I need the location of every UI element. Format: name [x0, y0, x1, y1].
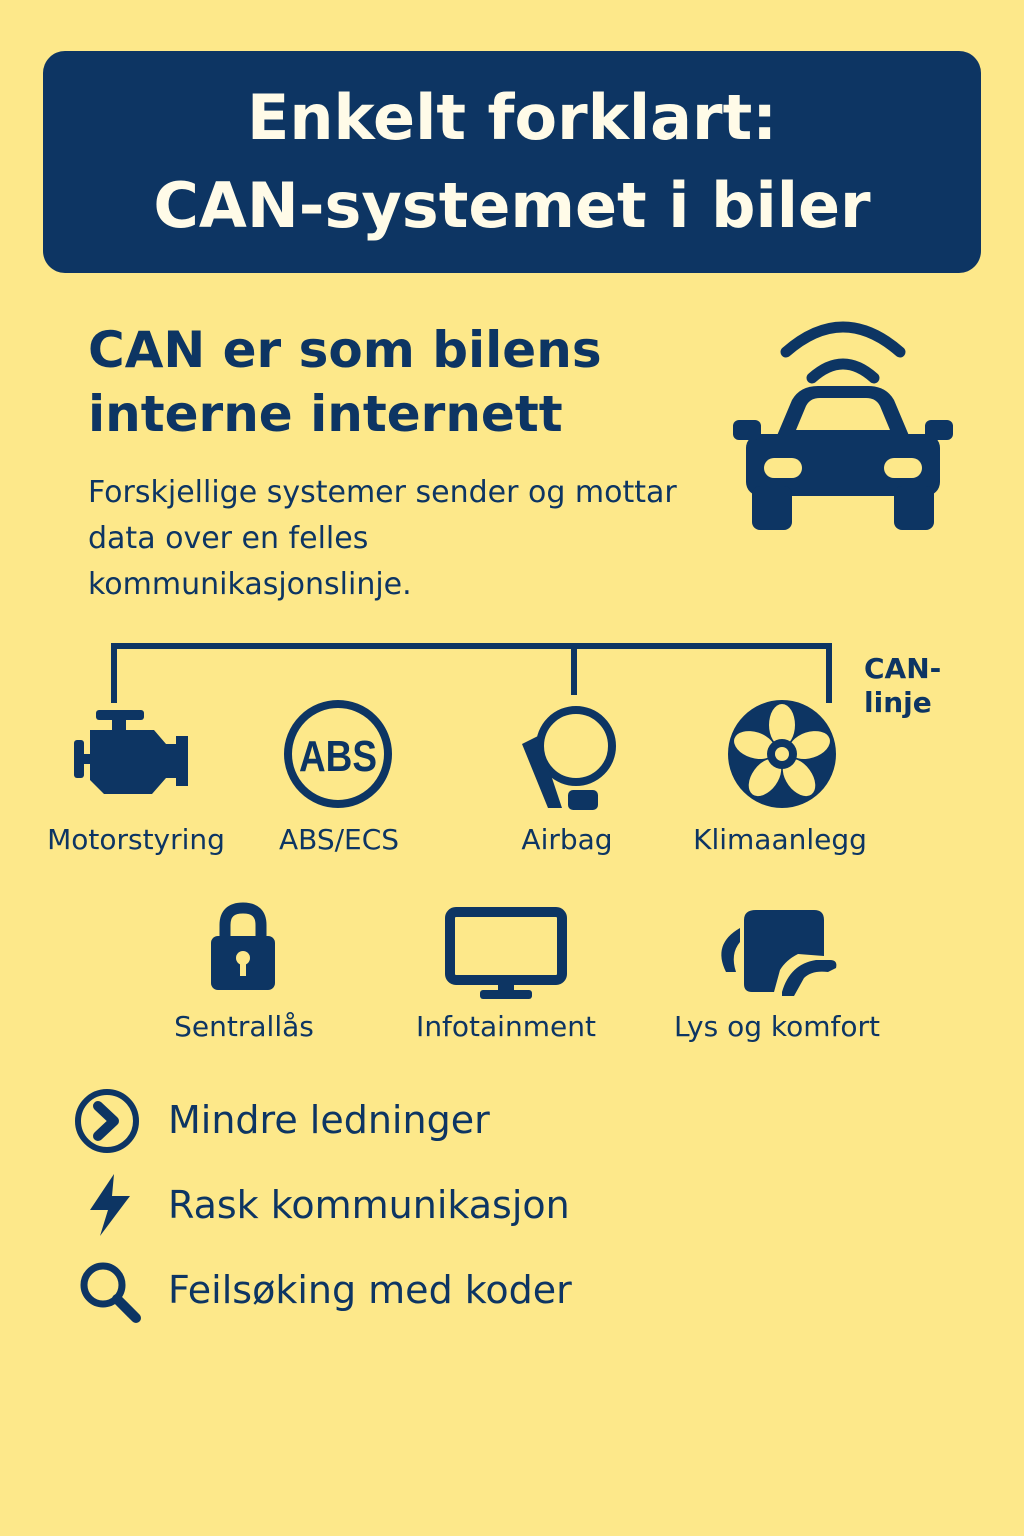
title-banner [43, 51, 981, 273]
svg-text:ABS: ABS [299, 732, 377, 781]
search-icon [78, 1260, 142, 1324]
component-label-abs: ABS/ECS [278, 823, 400, 856]
lightning-icon [88, 1174, 132, 1236]
can-bus-label [864, 652, 941, 720]
benefit-fewer-wires: Mindre ledninger [168, 1098, 490, 1142]
component-label-engine: Motorstyring [47, 823, 225, 856]
title-line-1: Enkelt forklart: [246, 81, 778, 154]
airbag-icon [518, 702, 616, 812]
benefit-fault-codes: Feilsøking med koder [168, 1268, 572, 1312]
seat-icon [712, 908, 840, 1000]
connected-car-icon [728, 310, 958, 535]
monitor-icon [444, 906, 568, 1002]
engine-icon [74, 710, 190, 796]
component-label-infotainment: Infotainment [416, 1010, 596, 1043]
intro-heading [88, 318, 688, 446]
can-bus-label-line-1: CAN- [864, 652, 942, 685]
intro-heading-line-1: CAN er som bilens [88, 321, 602, 379]
intro-text: Forskjellige systemer sender og mottar data over en felles kommunikasjonslinje. [88, 475, 677, 602]
benefit-fast-communication: Rask kommunikasjon [168, 1183, 570, 1227]
chevron-circle-icon [74, 1088, 140, 1154]
component-label-lock: Sentrallås [174, 1010, 314, 1043]
component-label-airbag: Airbag [521, 823, 613, 856]
fan-icon [726, 698, 838, 810]
intro-heading-line-2: interne internett [88, 385, 563, 443]
abs-icon [282, 698, 394, 810]
can-bus-label-line-2: linje [864, 686, 932, 719]
title-line-2: CAN-systemet i biler [153, 169, 871, 242]
component-label-lights: Lys og komfort [674, 1010, 880, 1043]
component-label-climate: Klimaanlegg [693, 823, 867, 856]
lock-icon [208, 900, 278, 992]
